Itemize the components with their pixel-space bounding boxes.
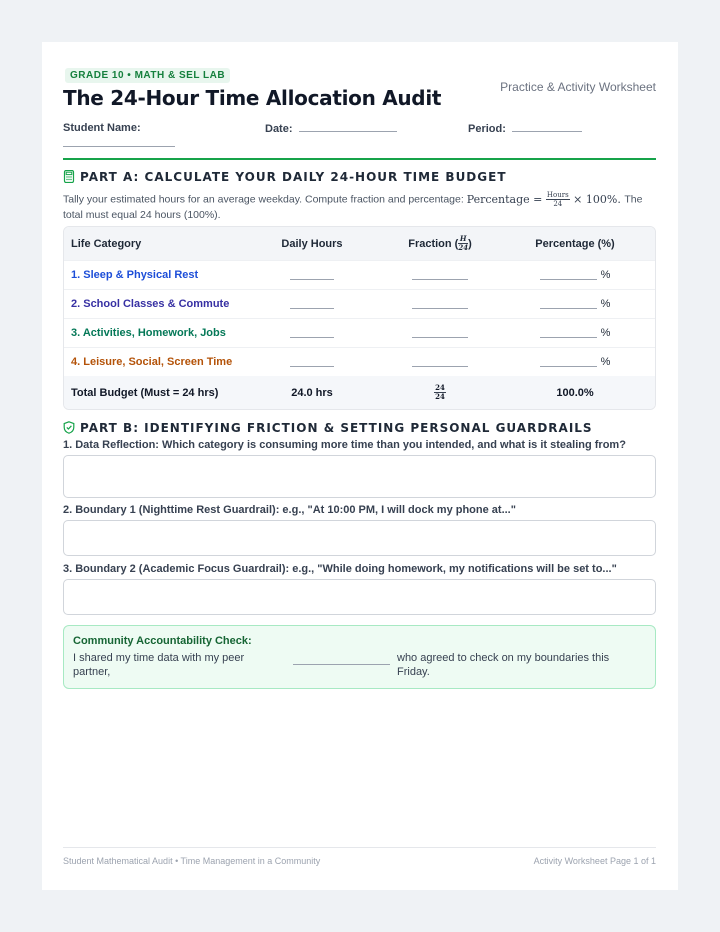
part-a-heading-text: PART A: CALCULATE YOUR DAILY 24-HOUR TIME BUDGET	[80, 170, 507, 184]
question-2-label: 2. Boundary 1 (Nighttime Rest Guardrail): e.g., "At 10:00 PM, I will dock my phone at..."	[63, 504, 516, 516]
formula-lhs: Percentage =	[466, 192, 543, 206]
community-text-after: who agreed to check on my boundaries this Friday.	[397, 652, 610, 678]
student-name-label: Student Name:	[63, 122, 141, 134]
time-budget-table	[63, 226, 656, 410]
col-header-fraction-prefix: Fraction (	[408, 237, 459, 250]
student-info-row	[63, 122, 656, 152]
date-line[interactable]	[299, 122, 397, 132]
period-line[interactable]	[512, 122, 582, 132]
worksheet-page	[42, 42, 678, 890]
table-row	[64, 289, 655, 319]
part-a-instructions	[63, 191, 656, 223]
date-label: Date:	[265, 123, 293, 135]
community-text-before: I shared my time data with my peer partner,	[73, 652, 245, 678]
percentage-input[interactable]	[510, 318, 640, 347]
intro-text-before: Tally your estimated hours for an average weekday. Compute fraction and percentage:	[63, 193, 464, 206]
period-field[interactable]	[468, 122, 582, 135]
intro-text-after: The total must equal 24 hours (100%).	[63, 193, 643, 221]
student-name-field[interactable]	[63, 122, 141, 134]
page-subtitle: Practice & Activity Worksheet	[500, 80, 656, 94]
category-label: 2. School Classes & Commute	[71, 297, 230, 310]
total-fraction	[380, 376, 500, 409]
col-header-fraction-suffix: )	[468, 237, 472, 250]
total-label: Total Budget (Must = 24 hrs)	[71, 386, 219, 399]
fraction-input[interactable]	[380, 347, 500, 376]
hours-blank[interactable]	[290, 327, 334, 338]
col-header-category: Life Category	[71, 237, 142, 250]
formula-denominator: 24	[553, 200, 563, 208]
percentage-input[interactable]	[510, 289, 640, 318]
percentage-input[interactable]	[510, 347, 640, 376]
page-title: The 24-Hour Time Allocation Audit	[63, 86, 442, 110]
footer-divider	[63, 847, 656, 848]
percentage-blank[interactable]	[540, 356, 597, 367]
hours-input[interactable]	[264, 347, 360, 376]
fraction-blank[interactable]	[412, 327, 468, 338]
part-a-heading	[63, 170, 507, 184]
grade-badge: GRADE 10 • MATH & SEL LAB	[65, 68, 230, 83]
category-label: 3. Activities, Homework, Jobs	[71, 326, 226, 339]
col-header-hours: Daily Hours	[281, 237, 343, 250]
total-fraction-den: 24	[435, 392, 445, 401]
percentage-formula	[467, 193, 625, 206]
col-header-percentage: Percentage (%)	[535, 237, 615, 250]
footer-right-text: Activity Worksheet Page 1 of 1	[533, 856, 656, 866]
part-b-heading-text: PART B: IDENTIFYING FRICTION & SETTING PERSONAL GUARDRAILS	[80, 421, 593, 435]
worksheet-content	[63, 42, 656, 890]
table-header-row	[64, 227, 655, 261]
col-header-fraction-den: 24	[458, 243, 469, 252]
question-1-answer-box[interactable]	[63, 455, 656, 498]
percentage-blank[interactable]	[540, 269, 597, 280]
percent-unit: %	[600, 297, 611, 310]
percent-unit: %	[600, 326, 611, 339]
fraction-blank[interactable]	[412, 298, 468, 309]
calculator-icon	[63, 170, 75, 183]
formula-rhs: × 100%.	[573, 192, 621, 206]
community-title: Community Accountability Check:	[73, 635, 252, 647]
table-row	[64, 260, 655, 290]
footer-left-text: Student Mathematical Audit • Time Management in a Community	[63, 856, 321, 866]
category-label: 4. Leisure, Social, Screen Time	[71, 355, 233, 368]
formula-fraction	[546, 191, 570, 208]
header-divider	[63, 158, 656, 160]
hours-blank[interactable]	[290, 298, 334, 309]
table-total-row	[64, 376, 655, 409]
question-1-label: 1. Data Reflection: Which category is consuming more time than you intended, and what is it stealing from?	[63, 439, 626, 451]
question-3-label: 3. Boundary 2 (Academic Focus Guardrail): e.g., "While doing homework, my notifications will be set to..."	[63, 563, 617, 575]
percentage-blank[interactable]	[540, 327, 597, 338]
total-percentage: 100.0%	[556, 386, 594, 399]
part-b-heading	[63, 421, 593, 435]
peer-partner-name-line[interactable]	[293, 664, 390, 665]
period-label: Period:	[468, 123, 506, 135]
shield-check-icon	[63, 421, 75, 434]
total-fraction-num: 24	[435, 383, 445, 392]
fraction-input[interactable]	[380, 318, 500, 347]
table-row	[64, 318, 655, 348]
percentage-blank[interactable]	[540, 298, 597, 309]
question-3-answer-box[interactable]	[63, 579, 656, 615]
total-fraction-formula	[434, 384, 446, 401]
col-header-fraction-formula	[458, 235, 468, 252]
fraction-input[interactable]	[380, 289, 500, 318]
date-field[interactable]	[265, 122, 397, 135]
community-accountability-box	[63, 625, 656, 689]
hours-input[interactable]	[264, 318, 360, 347]
category-label: 1. Sleep & Physical Rest	[71, 268, 199, 281]
hours-blank[interactable]	[290, 356, 334, 367]
table-row	[64, 347, 655, 377]
percentage-input[interactable]	[510, 260, 640, 289]
percent-unit: %	[600, 268, 611, 281]
fraction-blank[interactable]	[412, 269, 468, 280]
student-name-line[interactable]	[63, 146, 175, 147]
col-header-fraction	[380, 227, 500, 260]
formula-numerator: Hours	[546, 191, 569, 199]
question-2-answer-box[interactable]	[63, 520, 656, 556]
percent-unit: %	[600, 355, 611, 368]
total-hours: 24.0 hrs	[291, 386, 333, 399]
fraction-blank[interactable]	[412, 356, 468, 367]
fraction-input[interactable]	[380, 260, 500, 289]
hours-input[interactable]	[264, 260, 360, 289]
hours-blank[interactable]	[290, 269, 334, 280]
hours-input[interactable]	[264, 289, 360, 318]
col-header-fraction-num: H	[459, 234, 467, 243]
